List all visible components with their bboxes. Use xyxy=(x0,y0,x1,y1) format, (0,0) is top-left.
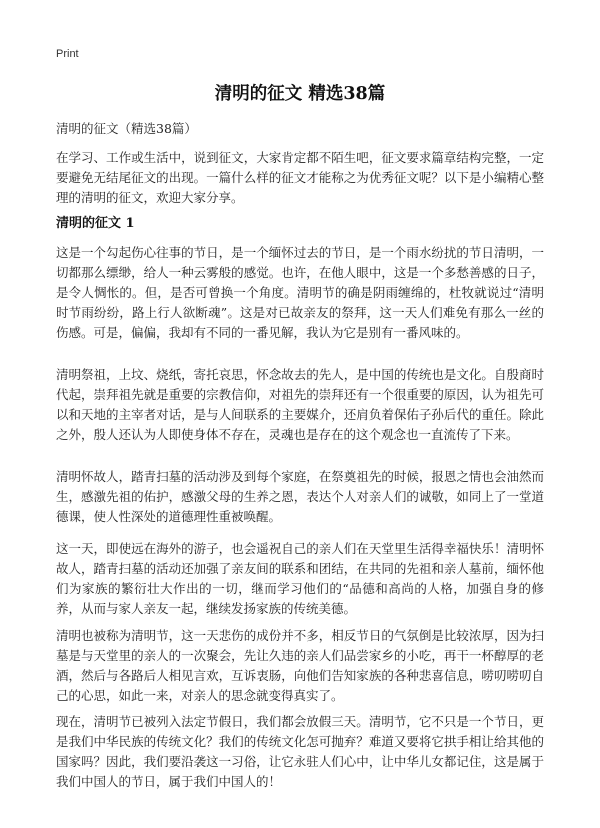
paragraph-6: 现在，清明节已被列入法定节假日，我们都会放假三天。清明节，它不只是一个节日，更是我们中华民族的传统文化？我们的传统文化怎可抛弃？难道又要将它拱手相让给其他的国家吗？因此，我们要沿袭这一习俗，让它永驻人们心中，让中华儿女都记住，这是属于我们中国人的节日，属于我们中国人的！ xyxy=(56,714,544,789)
page-title: 清明的征文 精选38篇 xyxy=(214,84,386,104)
section-heading: 清明的征文 1 xyxy=(56,216,135,231)
subtitle: 清明的征文（精选38篇） xyxy=(56,121,197,136)
paragraph-5: 清明也被称为清明节，这一天悲伤的成份并不多，相反节日的气氛倒是比较浓厚，因为扫墓是与天堂里的亲人的一次聚会，先让久违的亲人们品尝家乡的小吃，再干一杯醇厚的老酒，然后与各路后人相见言欢，互诉衷肠，向他们告知家族的各种悲喜信息，唠叨唠叨自己的心思，如此一来，对亲人的思念就变得真实了。 xyxy=(56,628,544,703)
paragraph-1: 这是一个勾起伤心往事的节日，是一个缅怀过去的节日，是一个雨水纷扰的节日清明，一切都那么缥缈，给人一种云雾般的感觉。也许，在他人眼中，这是一个多愁善感的日子，是令人惆怅的。但，是否可曾换一个角度。清明节的确是阴雨缠绵的，杜牧就说过“清明时节雨纷纷，路上行人欲断魂”。这是对已故亲友的祭拜，这一天人们难免有那么一丝的伤感。可是，偏偏，我却有不同的一番见解，我认为它是别有一番风味的。 xyxy=(56,245,544,340)
paragraph-2: 清明祭祖，上坟、烧纸，寄托哀思，怀念故去的先人，是中国的传统也是文化。自殷商时代起，崇拜祖先就是重要的宗教信仰，对祖先的崇拜还有一个很重要的原因，认为祖先可以和天地的主宰者对话，是与人间联系的主要媒介，还肩负着保佑子孙后代的重任。除此之外，殷人还认为人即使身体不存在，灵魂也是存在的这个观念也一直流传了下来。 xyxy=(56,367,544,442)
paragraph-3: 清明怀故人，踏青扫墓的活动涉及到每个家庭，在祭奠祖先的时候，报恩之情也会油然而生，感激先祖的佑护，感激父母的生养之恩，表达个人对亲人们的诚敬，如同上了一堂道德课，使人性深处的道德理性重被唤醒。 xyxy=(56,469,544,524)
paragraph-4: 这一天，即使远在海外的游子，也会遥祝自己的亲人们在天堂里生活得幸福快乐！清明怀故人，踏青扫墓的活动还加强了亲友间的联系和团结，在共同的先祖和亲人墓前，缅怀他们为家族的繁衍壮大作出的一切，继而学习他们的“品德和高尚的人格，加强自身的修养，从而与家人亲友一起，继续发扬家族的传统美德。 xyxy=(56,541,544,616)
print-link[interactable]: Print xyxy=(56,48,79,60)
intro-paragraph: 在学习、工作或生活中，说到征文，大家肯定都不陌生吧，征文要求篇章结构完整，一定要避免无结尾征文的出现。一篇什么样的征文才能称之为优秀征文呢？以下是小编精心整理的清明的征文，欢迎大家分享。 xyxy=(56,150,544,205)
